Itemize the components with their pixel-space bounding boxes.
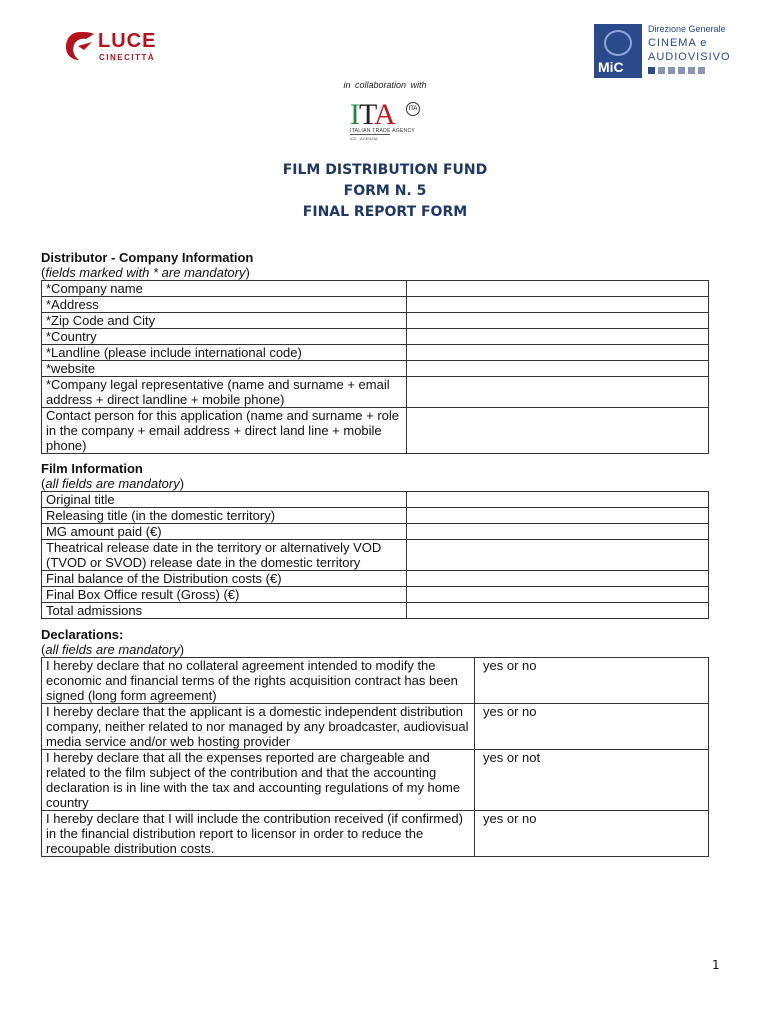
luce-bird-icon <box>64 30 96 62</box>
field-label: *Company legal representative (name and surname + email address + direct landline + mobile phone) <box>42 377 407 408</box>
page-header <box>0 0 770 150</box>
contact-person-field[interactable] <box>407 408 709 454</box>
declaration-answer[interactable]: yes or no <box>475 658 709 704</box>
mic-badge-text: MiC <box>598 59 624 75</box>
declarations-section <box>41 627 709 857</box>
film-note: (all fields are mandatory) <box>41 476 185 491</box>
field-label: *Landline (please include international code) <box>42 345 407 361</box>
ita-logo <box>350 100 420 142</box>
ita-logo-subtext: ITALIAN TRADE AGENCY <box>350 128 415 134</box>
field-label: *Country <box>42 329 407 345</box>
film-title: Film Information <box>41 461 143 476</box>
table-row <box>42 281 709 297</box>
legal-representative-field[interactable] <box>407 377 709 408</box>
field-label: Total admissions <box>42 603 407 619</box>
field-label: Final balance of the Distribution costs (€) <box>42 571 407 587</box>
table-row <box>42 297 709 313</box>
table-row <box>42 377 709 408</box>
field-label: Releasing title (in the domestic territory) <box>42 508 407 524</box>
declaration-text: I hereby declare that no collateral agreement intended to modify the economic and financial terms of the rights acquisition contract has been signed (long form agreement) <box>42 658 475 704</box>
field-label: *Zip Code and City <box>42 313 407 329</box>
form-titles <box>0 160 770 223</box>
distributor-section <box>41 250 709 454</box>
field-label: Final Box Office result (Gross) (€) <box>42 587 407 603</box>
table-row <box>42 704 709 750</box>
mic-decorative-squares <box>648 67 705 74</box>
field-label: Theatrical release date in the territory or alternatively VOD (TVOD or SVOD) release date in the domestic territory <box>42 540 407 571</box>
title-fund: FILM DISTRIBUTION FUND <box>282 162 488 178</box>
table-row <box>42 540 709 571</box>
table-row <box>42 658 709 704</box>
original-title-field[interactable] <box>407 492 709 508</box>
distributor-table <box>41 280 709 454</box>
mic-logo-line1: Direzione Generale <box>648 24 726 34</box>
declaration-text: I hereby declare that the applicant is a domestic independent distribution company, neither related to nor managed by any broadcaster, audiovisual media service and/or web hosting provider <box>42 704 475 750</box>
country-field[interactable] <box>407 329 709 345</box>
declarations-note: (all fields are mandatory) <box>41 642 185 657</box>
table-row <box>42 524 709 540</box>
field-label: Original title <box>42 492 407 508</box>
ita-circle-mark: ITA <box>406 102 420 116</box>
field-label: *Company name <box>42 281 407 297</box>
mic-emblem-icon <box>604 30 632 56</box>
table-row <box>42 508 709 524</box>
declarations-table <box>41 657 709 857</box>
collaboration-text: in collaboration with <box>343 80 427 90</box>
distribution-costs-field[interactable] <box>407 571 709 587</box>
film-section <box>41 461 709 619</box>
table-row <box>42 313 709 329</box>
table-row <box>42 750 709 811</box>
title-form-number: FORM N. 5 <box>343 183 427 199</box>
page-number: 1 <box>712 958 720 972</box>
declaration-text: I hereby declare that I will include the contribution received (if confirmed) in the financial distribution report to licensor in order to reduce the recoupable distribution costs. <box>42 811 475 857</box>
field-label: *Address <box>42 297 407 313</box>
table-row <box>42 345 709 361</box>
releasing-title-field[interactable] <box>407 508 709 524</box>
mg-amount-field[interactable] <box>407 524 709 540</box>
table-row <box>42 329 709 345</box>
field-label: *website <box>42 361 407 377</box>
landline-field[interactable] <box>407 345 709 361</box>
luce-cinecitta-logo <box>64 28 164 68</box>
table-row <box>42 571 709 587</box>
table-row <box>42 811 709 857</box>
declaration-text: I hereby declare that all the expenses reported are chargeable and related to the film subject of the contribution and that the accounting declaration is in line with the tax and accounting regulations of my home country <box>42 750 475 811</box>
mic-logo-line2: CINEMA e <box>648 37 708 49</box>
mic-badge <box>594 24 642 78</box>
ita-logo-divider <box>350 134 390 135</box>
table-row <box>42 361 709 377</box>
table-row <box>42 587 709 603</box>
address-field[interactable] <box>407 297 709 313</box>
luce-logo-subtext: CINECITTÀ <box>99 53 156 62</box>
company-name-field[interactable] <box>407 281 709 297</box>
table-row <box>42 408 709 454</box>
zip-city-field[interactable] <box>407 313 709 329</box>
distributor-note: (fields marked with * are mandatory) <box>41 265 250 280</box>
ita-logo-letters: ITA <box>350 98 395 131</box>
declaration-answer[interactable]: yes or no <box>475 704 709 750</box>
ita-logo-subtext2: ICE - AGENZIA <box>350 136 378 141</box>
release-date-field[interactable] <box>407 540 709 571</box>
table-row <box>42 492 709 508</box>
declaration-answer[interactable]: yes or not <box>475 750 709 811</box>
total-admissions-field[interactable] <box>407 603 709 619</box>
field-label: Contact person for this application (name and surname + role in the company + email address + direct land line + mobile phone) <box>42 408 407 454</box>
film-table <box>41 491 709 619</box>
title-report: FINAL REPORT FORM <box>302 204 468 220</box>
box-office-field[interactable] <box>407 587 709 603</box>
distributor-title: Distributor - Company Information <box>41 250 254 265</box>
luce-logo-text: LUCE <box>98 30 157 52</box>
mic-logo-line3: AUDIOVISIVO <box>648 51 731 63</box>
field-label: MG amount paid (€) <box>42 524 407 540</box>
website-field[interactable] <box>407 361 709 377</box>
table-row <box>42 603 709 619</box>
mic-cinema-logo <box>594 24 731 80</box>
declaration-answer[interactable]: yes or no <box>475 811 709 857</box>
declarations-title: Declarations: <box>41 627 124 642</box>
